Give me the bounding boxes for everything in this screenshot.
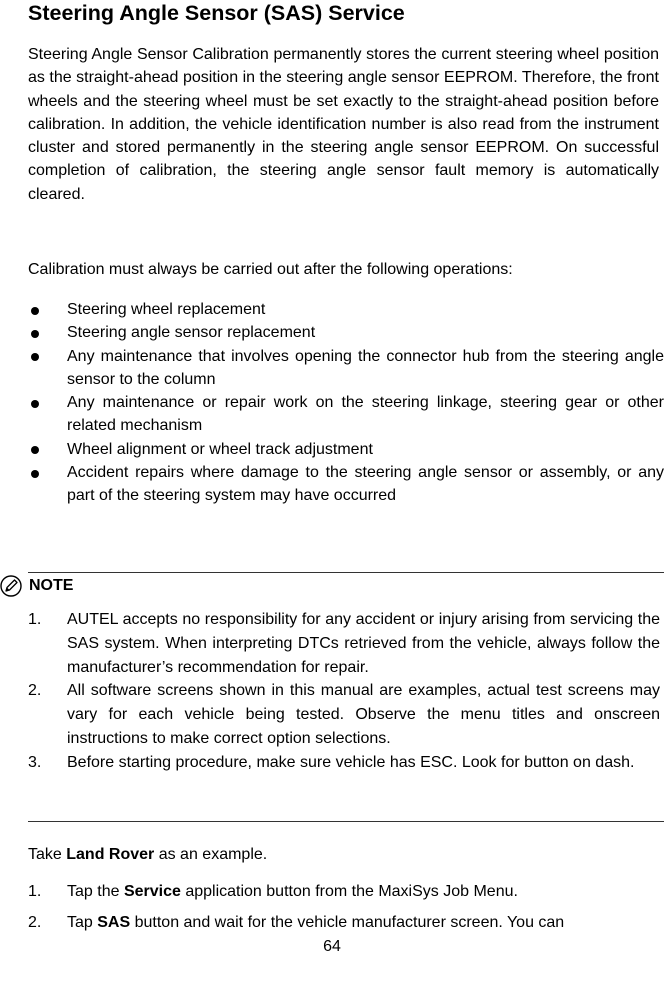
list-item: Any maintenance that involves opening the connector hub from the steering angle sensor to the column	[28, 345, 664, 392]
note-bottom-rule	[28, 821, 664, 822]
example-line: Take Land Rover as an example.	[28, 846, 268, 863]
bullet-icon	[31, 330, 39, 338]
list-item: Any maintenance or repair work on the steering linkage, steering gear or other related mechanism	[28, 391, 664, 438]
list-item: Wheel alignment or wheel track adjustment	[28, 438, 664, 461]
intro-paragraph: Steering Angle Sensor Calibration permanently stores the current steering wheel position as the straight-ahead position in the steering angle sensor EEPROM. Therefore, the front wheels and the steering wheel must be set exactly to the straight-ahead position before calibration. In addition, the vehicle identification number is also read from the instrument cluster and stored permanently in the steering angle sensor EEPROM. On successful completion of calibration, the steering angle sensor fault memory is automatically cleared.	[28, 46, 659, 203]
pencil-icon	[0, 575, 22, 597]
bullet-icon	[31, 353, 39, 361]
bullet-icon	[31, 400, 39, 408]
note-title: NOTE	[29, 577, 74, 594]
note-top-rule	[28, 572, 664, 573]
page-number: 64	[323, 938, 341, 955]
list-item: 2. All software screens shown in this manual are examples, actual test screens may vary for each vehicle being tested. Observe the menu titles and onscreen instructions to make correct option selections.	[28, 682, 660, 747]
list-item: Accident repairs where damage to the steering angle sensor or assembly, or any part of the steering system may have occurred	[28, 461, 664, 508]
list-item: Steering wheel replacement	[28, 298, 664, 321]
list-item: 1. AUTEL accepts no responsibility for any accident or injury arising from servicing the SAS system. When interpreting DTCs retrieved from the vehicle, always follow the manufacturer’s recommendation for repair.	[28, 611, 660, 676]
list-item: 1. Tap the Service application button from the MaxiSys Job Menu.	[28, 883, 518, 900]
calibration-intro: Calibration must always be carried out after the following operations:	[28, 261, 513, 278]
note-list	[28, 608, 660, 775]
list-item: Steering angle sensor replacement	[28, 321, 664, 344]
operations-list	[28, 298, 664, 508]
bullet-icon	[31, 446, 39, 454]
steps-list	[28, 880, 660, 942]
bullet-icon	[31, 307, 39, 315]
bullet-icon	[31, 470, 39, 478]
list-item: 3. Before starting procedure, make sure vehicle has ESC. Look for button on dash.	[28, 753, 635, 771]
page-title: Steering Angle Sensor (SAS) Service	[28, 1, 405, 25]
list-item: 2. Tap SAS button and wait for the vehicle manufacturer screen. You can	[28, 914, 565, 931]
